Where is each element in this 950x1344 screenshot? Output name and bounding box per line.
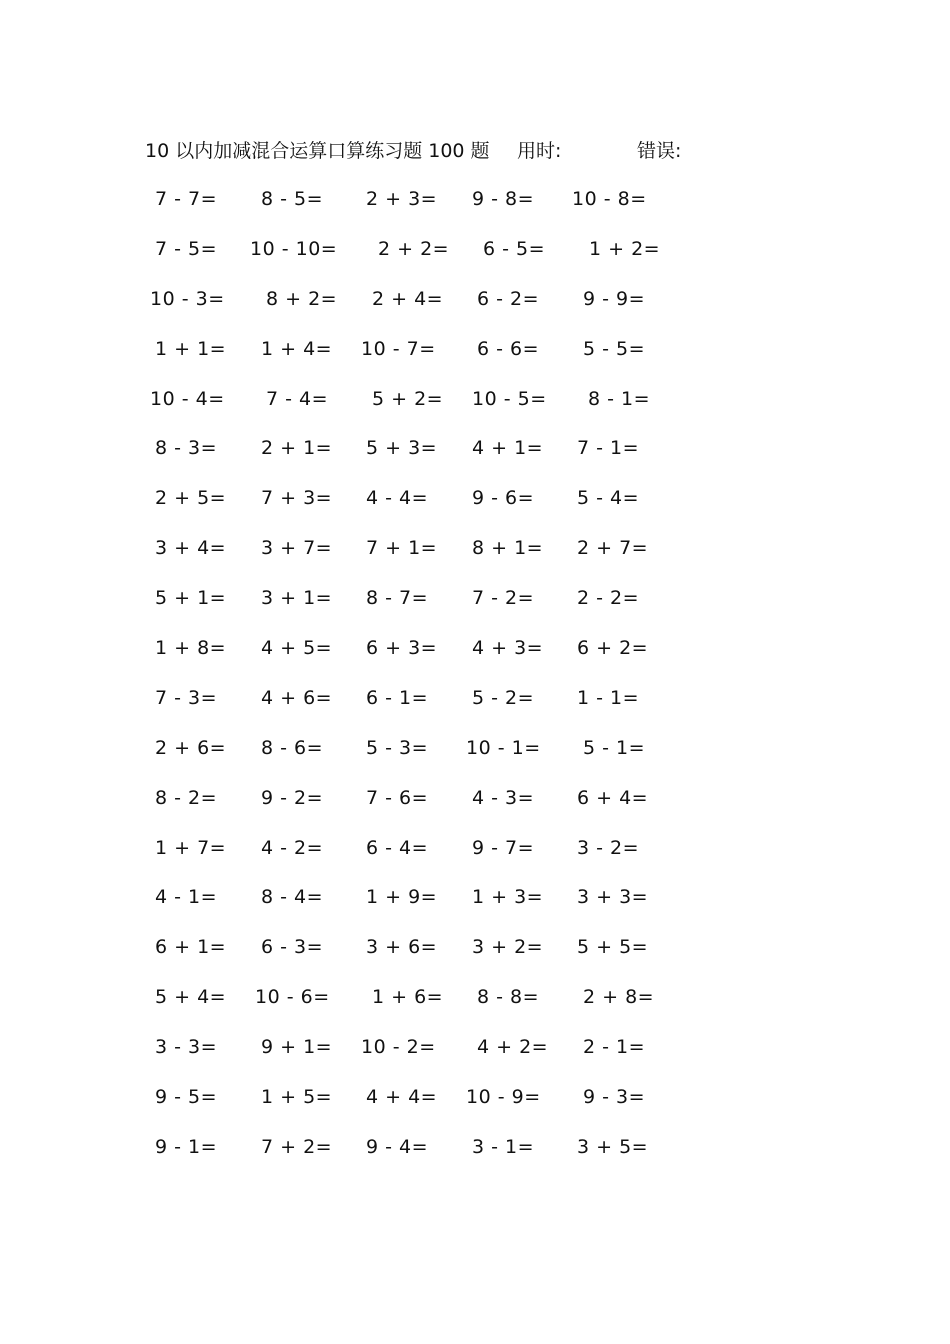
math-problem: 5 + 4= <box>155 986 227 1009</box>
problem-row <box>145 386 705 436</box>
math-problem: 4 - 3= <box>472 786 535 809</box>
math-problem: 9 + 1= <box>261 1036 333 1059</box>
problem-row <box>145 884 705 934</box>
math-problem: 10 - 5= <box>472 387 547 410</box>
math-problem: 6 - 2= <box>477 287 540 310</box>
math-problem: 7 - 7= <box>155 188 218 210</box>
math-problem: 7 - 5= <box>155 237 218 260</box>
math-problem: 1 + 2= <box>589 237 661 260</box>
problem-row <box>145 635 705 685</box>
math-problem: 8 + 2= <box>266 287 338 310</box>
problem-row <box>145 934 705 984</box>
math-problem: 7 + 2= <box>261 1135 333 1158</box>
math-problem: 1 + 6= <box>372 986 444 1009</box>
math-problem: 8 - 2= <box>155 786 218 809</box>
math-problem: 5 - 3= <box>366 736 429 759</box>
math-problem: 7 - 3= <box>155 686 218 709</box>
math-problem: 5 - 5= <box>583 337 646 360</box>
math-problem: 2 + 4= <box>372 287 444 310</box>
math-problem: 1 + 4= <box>261 337 333 360</box>
math-problem: 1 + 3= <box>472 886 544 909</box>
math-problem: 9 - 2= <box>261 786 324 809</box>
math-problem: 4 + 6= <box>261 686 333 709</box>
math-problem: 5 + 2= <box>372 387 444 410</box>
math-problem: 6 - 4= <box>366 836 429 859</box>
math-problem: 5 - 1= <box>583 736 646 759</box>
math-problem: 6 - 6= <box>477 337 540 360</box>
math-problem: 4 + 2= <box>477 1036 549 1059</box>
math-problem: 5 + 3= <box>366 437 438 460</box>
math-problem: 10 - 3= <box>150 287 225 310</box>
math-problem: 7 + 3= <box>261 487 333 510</box>
math-problem: 10 - 9= <box>466 1086 541 1109</box>
math-problem: 2 - 2= <box>577 587 640 610</box>
math-problem: 6 + 4= <box>577 786 649 809</box>
math-problem: 3 + 1= <box>261 587 333 610</box>
math-problem: 10 - 7= <box>361 337 436 360</box>
problem-row <box>145 1084 705 1134</box>
math-problem: 9 - 7= <box>472 836 535 859</box>
math-problem: 3 - 3= <box>155 1036 218 1059</box>
math-problem: 1 + 9= <box>366 886 438 909</box>
math-problem: 3 - 1= <box>472 1135 535 1158</box>
problem-row <box>145 984 705 1034</box>
math-problem: 4 - 1= <box>155 886 218 909</box>
math-problem: 8 - 3= <box>155 437 218 460</box>
problem-row <box>145 286 705 336</box>
math-problem: 3 + 2= <box>472 936 544 959</box>
math-problem: 9 - 5= <box>155 1086 218 1109</box>
problem-row <box>145 585 705 635</box>
math-problem: 2 + 1= <box>261 437 333 460</box>
math-problem: 2 + 7= <box>577 537 649 560</box>
math-problem: 4 - 4= <box>366 487 429 510</box>
math-problem: 1 + 1= <box>155 337 227 360</box>
math-problem: 2 - 1= <box>583 1036 646 1059</box>
math-problem: 4 + 1= <box>472 437 544 460</box>
math-problem: 8 - 1= <box>588 387 651 410</box>
math-problem: 2 + 5= <box>155 487 227 510</box>
math-problem: 1 + 7= <box>155 836 227 859</box>
math-problem: 6 - 5= <box>483 237 546 260</box>
math-problem: 9 - 1= <box>155 1135 218 1158</box>
math-problem: 8 - 4= <box>261 886 324 909</box>
math-problem: 8 + 1= <box>472 537 544 560</box>
math-problem: 4 + 5= <box>261 637 333 660</box>
problem-row <box>145 186 705 236</box>
math-problem: 10 - 4= <box>150 387 225 410</box>
math-problem: 10 - 8= <box>572 188 647 210</box>
problem-row <box>145 336 705 386</box>
math-problem: 2 + 8= <box>583 986 655 1009</box>
math-problem: 4 - 2= <box>261 836 324 859</box>
math-problem: 6 - 1= <box>366 686 429 709</box>
math-problem: 2 + 6= <box>155 736 227 759</box>
math-problem: 3 + 7= <box>261 537 333 560</box>
problem-row <box>145 735 705 785</box>
math-problem: 5 - 2= <box>472 686 535 709</box>
math-problem: 3 + 3= <box>577 886 649 909</box>
math-problem: 3 + 6= <box>366 936 438 959</box>
math-problem: 7 - 2= <box>472 587 535 610</box>
problem-row <box>145 1134 705 1184</box>
math-problem: 9 - 8= <box>472 188 535 210</box>
problem-row <box>145 435 705 485</box>
problem-row <box>145 835 705 885</box>
math-problem: 5 + 1= <box>155 587 227 610</box>
math-problem: 8 - 8= <box>477 986 540 1009</box>
math-problem: 9 - 3= <box>583 1086 646 1109</box>
problem-row <box>145 236 705 286</box>
errors-label: 错误: <box>637 140 682 162</box>
problem-row <box>145 535 705 585</box>
math-problem: 6 + 2= <box>577 637 649 660</box>
math-problem: 6 + 3= <box>366 637 438 660</box>
math-problem: 1 + 8= <box>155 637 227 660</box>
math-problem: 9 - 4= <box>366 1135 429 1158</box>
problem-row <box>145 485 705 535</box>
problem-grid <box>145 186 705 1184</box>
math-problem: 8 - 7= <box>366 587 429 610</box>
math-problem: 6 + 1= <box>155 936 227 959</box>
math-problem: 10 - 2= <box>361 1036 436 1059</box>
time-used-label: 用时: <box>517 140 562 162</box>
math-problem: 10 - 1= <box>466 736 541 759</box>
math-problem: 2 + 2= <box>378 237 450 260</box>
math-problem: 10 - 6= <box>255 986 330 1009</box>
worksheet-title: 10 以内加减混合运算口算练习题 100 题 <box>145 140 490 162</box>
math-problem: 9 - 9= <box>583 287 646 310</box>
problem-row <box>145 685 705 735</box>
math-problem: 1 + 5= <box>261 1086 333 1109</box>
math-problem: 9 - 6= <box>472 487 535 510</box>
math-problem: 8 - 5= <box>261 188 324 210</box>
math-problem: 7 - 4= <box>266 387 329 410</box>
problem-row <box>145 785 705 835</box>
math-problem: 7 + 1= <box>366 537 438 560</box>
math-problem: 6 - 3= <box>261 936 324 959</box>
problem-row <box>145 1034 705 1084</box>
math-problem: 4 + 3= <box>472 637 544 660</box>
math-problem: 5 + 5= <box>577 936 649 959</box>
math-problem: 2 + 3= <box>366 188 438 210</box>
math-problem: 10 - 10= <box>250 237 338 260</box>
math-problem: 3 - 2= <box>577 836 640 859</box>
math-problem: 1 - 1= <box>577 686 640 709</box>
math-problem: 4 + 4= <box>366 1086 438 1109</box>
math-problem: 7 - 6= <box>366 786 429 809</box>
math-problem: 3 + 4= <box>155 537 227 560</box>
math-problem: 3 + 5= <box>577 1135 649 1158</box>
math-problem: 5 - 4= <box>577 487 640 510</box>
math-problem: 8 - 6= <box>261 736 324 759</box>
math-problem: 7 - 1= <box>577 437 640 460</box>
